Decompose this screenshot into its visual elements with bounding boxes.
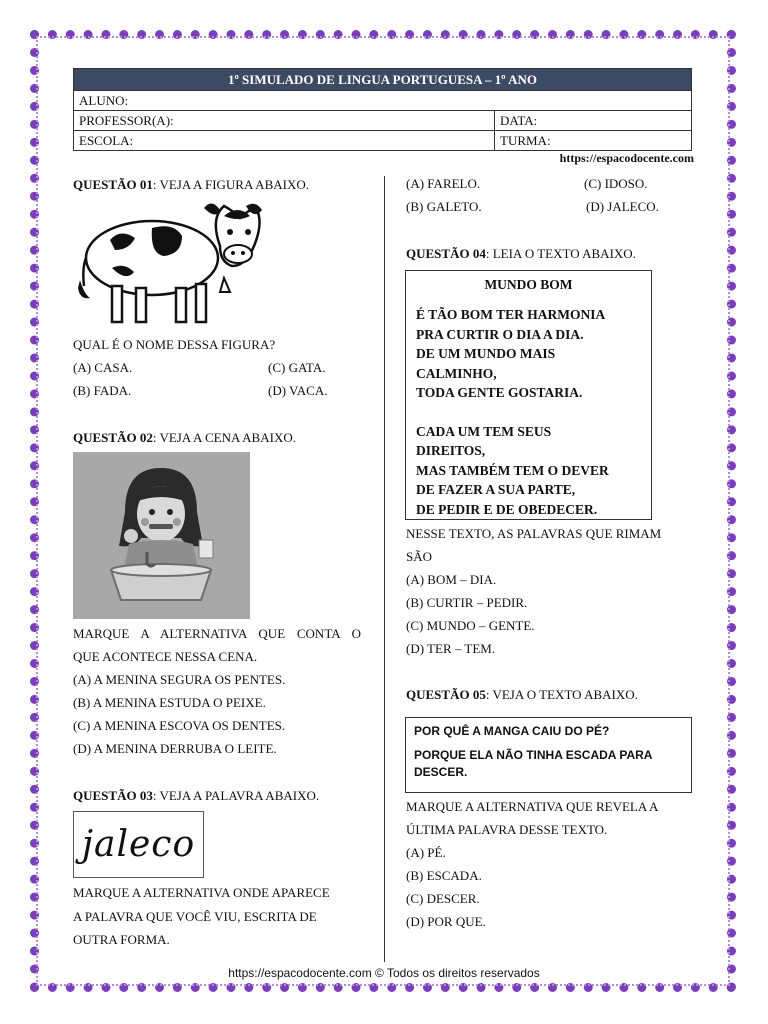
q5-option-b: (B) ESCADA.	[406, 868, 482, 883]
professor-field: PROFESSOR(A):	[74, 111, 495, 131]
q1-question: QUAL É O NOME DESSA FIGURA?	[73, 337, 276, 352]
poem-line: DIREITOS,	[416, 443, 486, 458]
poem-stanza-2	[416, 422, 651, 520]
q1-option-b: (B) FADA.	[73, 383, 132, 398]
q4-heading: QUESTÃO 04: LEIA O TEXTO ABAIXO.	[406, 246, 636, 261]
poem-line: DE FAZER A SUA PARTE,	[416, 482, 576, 497]
q1-option-d: (D) VACA.	[268, 383, 328, 398]
cursive-word: jaleco	[81, 824, 196, 865]
q5-instruction-line2: ÚLTIMA PALAVRA DESSE TEXTO.	[406, 822, 608, 837]
footer-copyright: https://espacodocente.com © Todos os direitos reservados	[228, 966, 540, 980]
header-table	[73, 68, 692, 151]
joke-answer-line2: DESCER.	[414, 765, 468, 779]
q4-option-c: (C) MUNDO – GENTE.	[406, 618, 535, 633]
q2-heading: QUESTÃO 02: VEJA A CENA ABAIXO.	[73, 430, 296, 445]
poem-stanza-1	[416, 305, 651, 403]
q2-option-d: (D) A MENINA DERRUBA O LEITE.	[73, 741, 277, 756]
q1-option-c: (C) GATA.	[268, 360, 326, 375]
q5-heading: QUESTÃO 05: VEJA O TEXTO ABAIXO.	[406, 687, 638, 702]
poem-line: PRA CURTIR O DIA A DIA.	[416, 326, 584, 342]
poem-line: CALMINHO,	[416, 365, 497, 381]
q2-option-b: (B) A MENINA ESTUDA O PEIXE.	[73, 695, 266, 710]
q1-heading: QUESTÃO 01: VEJA A FIGURA ABAIXO.	[73, 177, 309, 192]
poem-line: DE PEDIR E DE OBEDECER.	[416, 501, 598, 517]
q3-option-b: (B) GALETO.	[406, 199, 482, 214]
exam-title: 1º SIMULADO DE LINGUA PORTUGUESA – 1º ANO	[74, 69, 692, 91]
q3-option-d: (D) JALECO.	[586, 199, 659, 214]
q4-option-a: (A) BOM – DIA.	[406, 572, 497, 587]
q3-option-a: (A) FARELO.	[406, 176, 481, 191]
q1-option-a: (A) CASA.	[73, 360, 133, 375]
poem-line: TODA GENTE GOSTARIA.	[416, 385, 583, 400]
q5-option-d: (D) POR QUE.	[406, 914, 486, 929]
turma-field: TURMA:	[495, 131, 692, 151]
q4-instruction-line1: NESSE TEXTO, AS PALAVRAS QUE RIMAM	[406, 526, 662, 541]
site-url: https://espacodocente.com	[559, 151, 694, 165]
q2-option-a: (A) A MENINA SEGURA OS PENTES.	[73, 672, 286, 687]
q3-instruction-line1: MARQUE A ALTERNATIVA ONDE APARECE	[73, 885, 330, 900]
q3-instruction-line2: A PALAVRA QUE VOCÊ VIU, ESCRITA DE	[73, 909, 317, 924]
q2-option-c: (C) A MENINA ESCOVA OS DENTES.	[73, 718, 286, 733]
q2-instruction-line2: QUE ACONTECE NESSA CENA.	[73, 649, 258, 664]
q3-option-c: (C) IDOSO.	[584, 176, 648, 191]
girl-brushing-teeth-image	[73, 452, 250, 619]
poem-title: MUNDO BOM	[484, 277, 573, 292]
data-field: DATA:	[495, 111, 692, 131]
word-jaleco-box	[73, 811, 204, 878]
escola-field: ESCOLA:	[74, 131, 495, 151]
aluno-field: ALUNO:	[74, 91, 692, 111]
cow-image	[72, 198, 264, 330]
q5-option-a: (A) PÉ.	[406, 845, 446, 860]
poem-box	[405, 270, 652, 520]
q3-instruction-line3: OUTRA FORMA.	[73, 932, 170, 947]
q2-instruction-line1: MARQUE A ALTERNATIVA QUE CONTA O	[73, 626, 361, 641]
joke-answer-line1: PORQUE ELA NÃO TINHA ESCADA PARA	[414, 748, 653, 762]
poem-line: É TÃO BOM TER HARMONIA	[416, 307, 606, 322]
poem-line: MAS TAMBÉM TEM O DEVER	[416, 462, 609, 478]
poem-line: CADA UM TEM SEUS	[416, 423, 552, 439]
poem-line: DE UM MUNDO MAIS	[416, 346, 556, 361]
q4-instruction-line2: SÃO	[406, 549, 433, 564]
q5-instruction-line1: MARQUE A ALTERNATIVA QUE REVELA A	[406, 799, 659, 814]
q4-option-d: (D) TER – TEM.	[406, 641, 496, 656]
joke-box	[405, 717, 692, 793]
q4-option-b: (B) CURTIR – PEDIR.	[406, 595, 528, 610]
q3-heading: QUESTÃO 03: VEJA A PALAVRA ABAIXO.	[73, 788, 320, 803]
q5-option-c: (C) DESCER.	[406, 891, 480, 906]
column-divider	[384, 176, 385, 962]
joke-question: POR QUÊ A MANGA CAIU DO PÉ?	[414, 724, 610, 738]
